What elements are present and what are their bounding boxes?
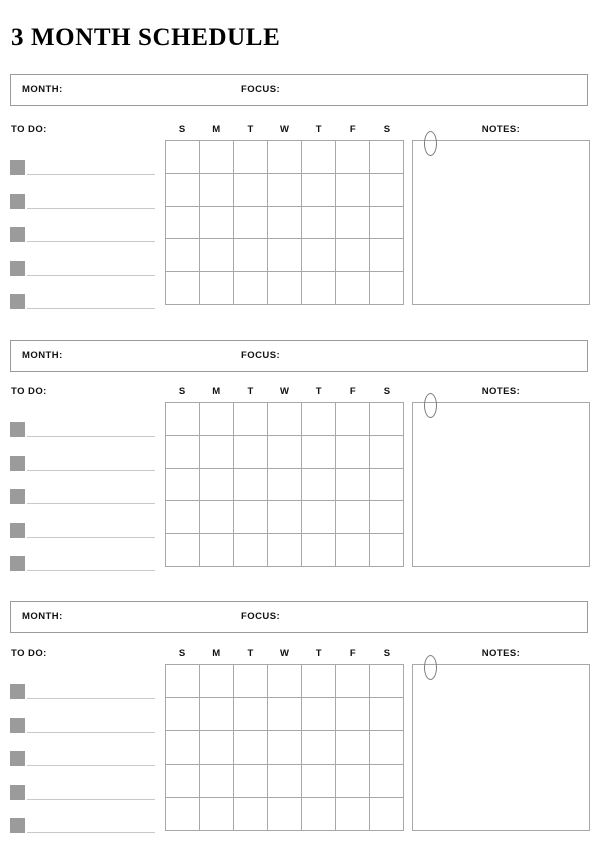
calendar-cell[interactable]: [302, 141, 336, 174]
day-header-thu: T: [315, 386, 322, 397]
calendar-cell[interactable]: [370, 534, 404, 567]
calendar-cell[interactable]: [234, 501, 268, 534]
calendar-cell[interactable]: [166, 141, 200, 174]
todo-item[interactable]: [10, 785, 155, 819]
calendar-cell[interactable]: [268, 798, 302, 831]
calendar-cell[interactable]: [370, 731, 404, 764]
day-header-sun: S: [178, 648, 186, 659]
calendar-cell[interactable]: [234, 141, 268, 174]
calendar-cell[interactable]: [200, 765, 234, 798]
todo-label-3: TO DO:: [11, 648, 47, 659]
calendar-cell[interactable]: [336, 798, 370, 831]
calendar-cell[interactable]: [166, 534, 200, 567]
day-header-tue: T: [247, 386, 254, 397]
notes-label-3: NOTES:: [481, 648, 521, 659]
calendar-cell[interactable]: [166, 436, 200, 469]
calendar-cell[interactable]: [200, 403, 234, 436]
calendar-cell[interactable]: [200, 272, 234, 305]
calendar-cell[interactable]: [200, 207, 234, 240]
calendar-cell[interactable]: [166, 698, 200, 731]
calendar-cell[interactable]: [268, 403, 302, 436]
calendar-cell[interactable]: [370, 698, 404, 731]
calendar-cell[interactable]: [370, 798, 404, 831]
todo-item[interactable]: [10, 718, 155, 752]
calendar-cell[interactable]: [234, 272, 268, 305]
day-headers-2: [165, 386, 404, 397]
calendar-cell[interactable]: [200, 731, 234, 764]
month-label-2: MONTH:: [22, 350, 63, 361]
checkbox-icon[interactable]: [10, 489, 25, 504]
calendar-cell[interactable]: [234, 798, 268, 831]
todo-write-line[interactable]: [27, 436, 155, 437]
month-focus-header-3[interactable]: [10, 601, 588, 633]
calendar-cell[interactable]: [302, 272, 336, 305]
todo-write-line[interactable]: [27, 174, 155, 175]
todo-item[interactable]: [10, 818, 155, 852]
calendar-cell[interactable]: [336, 403, 370, 436]
calendar-cell[interactable]: [234, 765, 268, 798]
todo-item[interactable]: [10, 194, 155, 228]
day-header-tue: T: [247, 648, 254, 659]
calendar-cell[interactable]: [268, 174, 302, 207]
calendar-cell[interactable]: [234, 174, 268, 207]
calendar-cell[interactable]: [200, 436, 234, 469]
calendar-cell[interactable]: [268, 665, 302, 698]
calendar-cell[interactable]: [336, 765, 370, 798]
calendar-cell[interactable]: [234, 665, 268, 698]
notes-label-1: NOTES:: [481, 124, 521, 135]
todo-list-3: [10, 684, 155, 852]
todo-label-2: TO DO:: [11, 386, 47, 397]
calendar-cell[interactable]: [268, 469, 302, 502]
calendar-cell[interactable]: [200, 469, 234, 502]
checkbox-icon[interactable]: [10, 684, 25, 699]
checkbox-icon[interactable]: [10, 160, 25, 175]
checkbox-icon[interactable]: [10, 523, 25, 538]
todo-write-line[interactable]: [27, 765, 155, 766]
calendar-cell[interactable]: [336, 141, 370, 174]
todo-item[interactable]: [10, 556, 155, 590]
calendar-cell[interactable]: [234, 731, 268, 764]
todo-list-1: [10, 160, 155, 328]
notes-area-3: [412, 664, 590, 831]
calendar-cell[interactable]: [302, 765, 336, 798]
calendar-cell[interactable]: [336, 698, 370, 731]
calendar-cell[interactable]: [302, 798, 336, 831]
calendar-cell[interactable]: [370, 141, 404, 174]
calendar-cell[interactable]: [268, 698, 302, 731]
calendar-grid-1[interactable]: [165, 140, 404, 305]
day-headers-1: [165, 124, 404, 135]
todo-write-line[interactable]: [27, 241, 155, 242]
focus-label-2: FOCUS:: [241, 350, 281, 361]
calendar-cell[interactable]: [302, 207, 336, 240]
checkbox-icon[interactable]: [10, 294, 25, 309]
calendar-cell[interactable]: [336, 239, 370, 272]
checkbox-icon[interactable]: [10, 785, 25, 800]
day-header-mon: M: [212, 648, 221, 659]
calendar-cell[interactable]: [268, 141, 302, 174]
calendar-cell[interactable]: [370, 403, 404, 436]
todo-write-line[interactable]: [27, 275, 155, 276]
notes-box[interactable]: [412, 664, 590, 831]
calendar-cell[interactable]: [336, 436, 370, 469]
checkbox-icon[interactable]: [10, 751, 25, 766]
calendar-cell[interactable]: [302, 534, 336, 567]
checkbox-icon[interactable]: [10, 818, 25, 833]
calendar-cell[interactable]: [370, 239, 404, 272]
calendar-cell[interactable]: [370, 501, 404, 534]
calendar-cell[interactable]: [234, 207, 268, 240]
checkbox-icon[interactable]: [10, 227, 25, 242]
todo-item[interactable]: [10, 489, 155, 523]
calendar-cell[interactable]: [336, 731, 370, 764]
calendar-cell[interactable]: [234, 534, 268, 567]
day-header-sat: S: [383, 386, 391, 397]
calendar-cell[interactable]: [166, 469, 200, 502]
calendar-cell[interactable]: [166, 665, 200, 698]
calendar-cell[interactable]: [302, 698, 336, 731]
labels-row-2: [0, 386, 600, 400]
calendar-cell[interactable]: [200, 501, 234, 534]
checkbox-icon[interactable]: [10, 456, 25, 471]
todo-item[interactable]: [10, 160, 155, 194]
calendar-cell[interactable]: [166, 239, 200, 272]
calendar-cell[interactable]: [200, 239, 234, 272]
calendar-cell[interactable]: [302, 436, 336, 469]
calendar-cell[interactable]: [234, 469, 268, 502]
day-header-fri: F: [349, 648, 356, 659]
checkbox-icon[interactable]: [10, 422, 25, 437]
day-header-sun: S: [178, 386, 186, 397]
calendar-cell[interactable]: [336, 174, 370, 207]
calendar-cell[interactable]: [200, 665, 234, 698]
calendar-cell[interactable]: [166, 207, 200, 240]
calendar-cell[interactable]: [370, 207, 404, 240]
todo-item[interactable]: [10, 751, 155, 785]
day-header-thu: T: [315, 124, 322, 135]
todo-write-line[interactable]: [27, 698, 155, 699]
calendar-cell[interactable]: [336, 469, 370, 502]
todo-write-line[interactable]: [27, 570, 155, 571]
calendar-cell[interactable]: [370, 765, 404, 798]
notes-area-2: [412, 402, 590, 567]
month-focus-header-2[interactable]: [10, 340, 588, 372]
calendar-cell[interactable]: [370, 665, 404, 698]
month-label-1: MONTH:: [22, 84, 63, 95]
calendar-cell[interactable]: [268, 207, 302, 240]
calendar-cell[interactable]: [268, 436, 302, 469]
day-header-mon: M: [212, 124, 221, 135]
todo-write-line[interactable]: [27, 470, 155, 471]
calendar-grid-2[interactable]: [165, 402, 404, 567]
day-header-thu: T: [315, 648, 322, 659]
calendar-cell[interactable]: [302, 731, 336, 764]
calendar-cell[interactable]: [268, 239, 302, 272]
focus-label-1: FOCUS:: [241, 84, 281, 95]
day-header-sat: S: [383, 124, 391, 135]
calendar-cell[interactable]: [268, 272, 302, 305]
calendar-cell[interactable]: [234, 698, 268, 731]
calendar-cell[interactable]: [268, 731, 302, 764]
todo-write-line[interactable]: [27, 503, 155, 504]
calendar-cell[interactable]: [302, 501, 336, 534]
calendar-cell[interactable]: [336, 207, 370, 240]
calendar-cell[interactable]: [302, 174, 336, 207]
day-header-fri: F: [349, 386, 356, 397]
checkbox-icon[interactable]: [10, 194, 25, 209]
todo-write-line[interactable]: [27, 208, 155, 209]
todo-item[interactable]: [10, 456, 155, 490]
focus-label-3: FOCUS:: [241, 611, 281, 622]
calendar-cell[interactable]: [302, 469, 336, 502]
calendar-cell[interactable]: [200, 798, 234, 831]
notes-box[interactable]: [412, 402, 590, 567]
calendar-cell[interactable]: [166, 731, 200, 764]
notes-label-2: NOTES:: [481, 386, 521, 397]
calendar-cell[interactable]: [234, 403, 268, 436]
todo-item[interactable]: [10, 294, 155, 328]
calendar-cell[interactable]: [302, 665, 336, 698]
calendar-cell[interactable]: [268, 501, 302, 534]
todo-item[interactable]: [10, 523, 155, 557]
day-header-mon: M: [212, 386, 221, 397]
notes-box[interactable]: [412, 140, 590, 305]
todo-label-1: TO DO:: [11, 124, 47, 135]
todo-item[interactable]: [10, 227, 155, 261]
day-header-tue: T: [247, 124, 254, 135]
todo-item[interactable]: [10, 261, 155, 295]
page-title: 3 MONTH SCHEDULE: [11, 24, 281, 51]
todo-item[interactable]: [10, 422, 155, 456]
notes-area-1: [412, 140, 590, 305]
calendar-cell[interactable]: [166, 765, 200, 798]
calendar-cell[interactable]: [370, 272, 404, 305]
todo-list-2: [10, 422, 155, 590]
calendar-cell[interactable]: [166, 174, 200, 207]
calendar-cell[interactable]: [336, 501, 370, 534]
month-focus-header-1[interactable]: [10, 74, 588, 106]
calendar-cell[interactable]: [370, 436, 404, 469]
todo-write-line[interactable]: [27, 537, 155, 538]
labels-row-3: [0, 648, 600, 662]
month-label-3: MONTH:: [22, 611, 63, 622]
day-headers-3: [165, 648, 404, 659]
todo-write-line[interactable]: [27, 832, 155, 833]
calendar-cell[interactable]: [336, 534, 370, 567]
calendar-cell[interactable]: [166, 403, 200, 436]
checkbox-icon[interactable]: [10, 556, 25, 571]
todo-item[interactable]: [10, 684, 155, 718]
calendar-grid-3[interactable]: [165, 664, 404, 831]
calendar-cell[interactable]: [234, 239, 268, 272]
day-header-fri: F: [349, 124, 356, 135]
calendar-cell[interactable]: [200, 174, 234, 207]
binder-ring-icon: [424, 655, 437, 680]
day-header-wed: W: [280, 124, 289, 135]
todo-write-line[interactable]: [27, 799, 155, 800]
calendar-cell[interactable]: [166, 272, 200, 305]
todo-write-line[interactable]: [27, 732, 155, 733]
checkbox-icon[interactable]: [10, 261, 25, 276]
checkbox-icon[interactable]: [10, 718, 25, 733]
calendar-cell[interactable]: [302, 403, 336, 436]
calendar-cell[interactable]: [336, 272, 370, 305]
labels-row-1: [0, 124, 600, 138]
calendar-cell[interactable]: [370, 174, 404, 207]
day-header-sat: S: [383, 648, 391, 659]
calendar-cell[interactable]: [200, 698, 234, 731]
binder-ring-icon: [424, 131, 437, 156]
calendar-cell[interactable]: [166, 798, 200, 831]
day-header-wed: W: [280, 386, 289, 397]
calendar-cell[interactable]: [234, 436, 268, 469]
calendar-cell[interactable]: [200, 141, 234, 174]
todo-write-line[interactable]: [27, 308, 155, 309]
calendar-cell[interactable]: [268, 765, 302, 798]
calendar-cell[interactable]: [268, 534, 302, 567]
day-header-sun: S: [178, 124, 186, 135]
calendar-cell[interactable]: [336, 665, 370, 698]
binder-ring-icon: [424, 393, 437, 418]
calendar-cell[interactable]: [302, 239, 336, 272]
day-header-wed: W: [280, 648, 289, 659]
calendar-cell[interactable]: [370, 469, 404, 502]
calendar-cell[interactable]: [166, 501, 200, 534]
calendar-cell[interactable]: [200, 534, 234, 567]
